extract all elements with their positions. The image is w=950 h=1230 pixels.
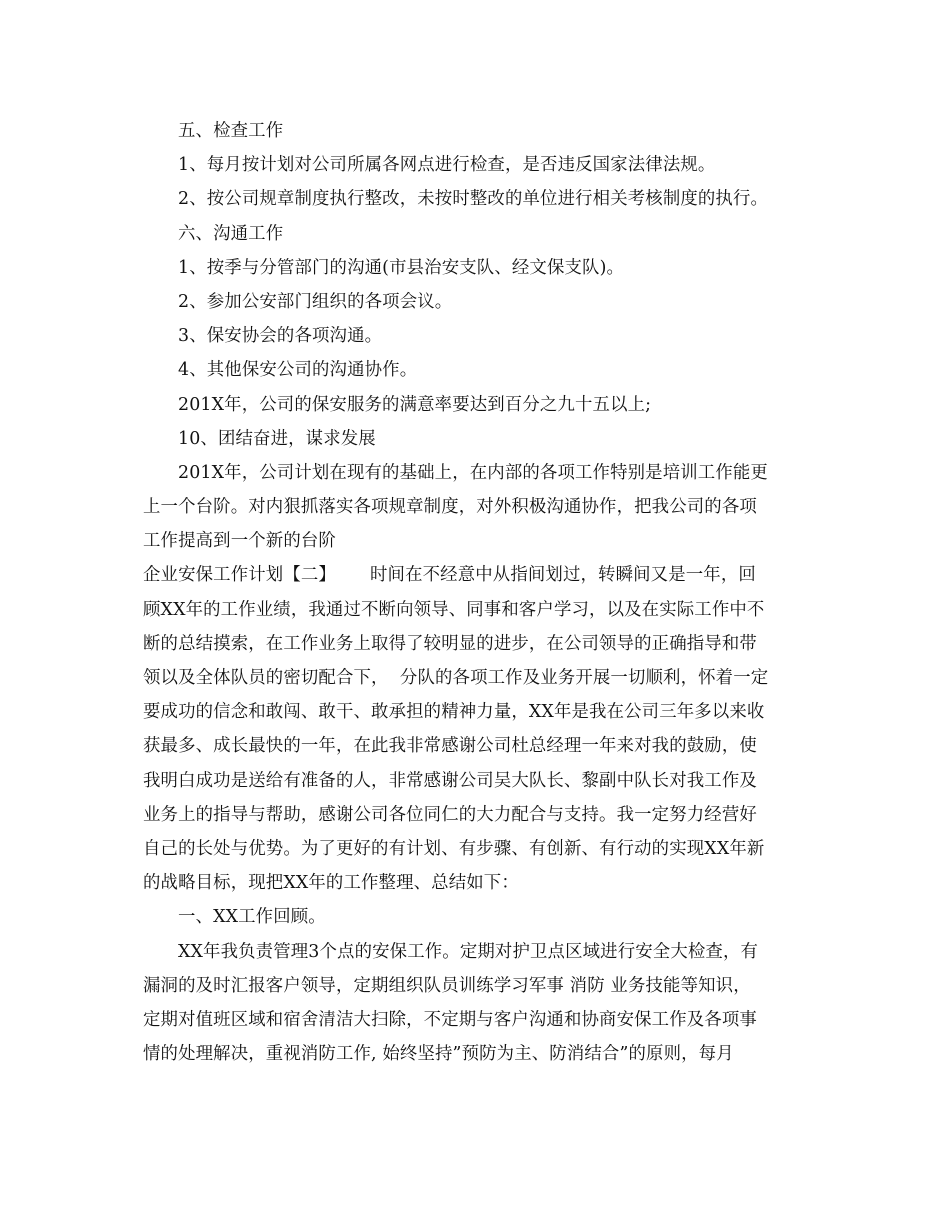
- paragraph-line: 上一个台阶。对内狠抓落实各项规章制度，对外积极沟通协作，把我公司的各项: [143, 497, 757, 518]
- list-item: 3、保安协会的各项沟通。: [178, 326, 383, 347]
- paragraph-line: 我明白成功是送给有准备的人，非常感谢公司吴大队长、黎副中队长对我工作及: [143, 770, 757, 791]
- paragraph-line: 的战略目标，现把XX年的工作整理、总结如下：: [143, 873, 519, 894]
- list-item: 2、按公司规章制度执行整改，未按时整改的单位进行相关考核制度的执行。: [178, 189, 769, 210]
- document-body: [143, 114, 803, 1071]
- paragraph-line: 领以及全体队员的密切配合下， 分队的各项工作及业务开展一切顺利，怀着一定: [143, 668, 769, 688]
- paragraph-line: 漏洞的及时汇报客户领导，定期组织队员训练学习军事 消防 业务技能等知识，: [143, 975, 751, 996]
- list-item: 4、其他保安公司的沟通协作。: [178, 360, 418, 381]
- paragraph-line: 自己的长处与优势。为了更好的有计划、有步骤、有创新、有行动的实现XX年新: [143, 838, 765, 859]
- list-item: 2、参加公安部门组织的各项会议。: [178, 291, 453, 312]
- paragraph-line: 201X年，公司的保安服务的满意率要达到百分之九十五以上;: [178, 394, 652, 415]
- paragraph-line: 要成功的信念和敢闯、敢干、敢承担的精神力量，XX年是我在公司三年多以来收: [143, 702, 765, 723]
- plan-title-line: 企业安保工作计划【二】 时间在不经意中从指间划过，转瞬间又是一年，回: [143, 565, 756, 586]
- section-heading-communication: 六、沟通工作: [178, 223, 284, 244]
- paragraph-line: 顾XX年的工作业绩，我通过不断向领导、同事和客户学习，以及在实际工作中不: [143, 599, 765, 620]
- paragraph-line: 业务上的指导与帮助，感谢公司各位同仁的大力配合与支持。我一定努力经营好: [143, 804, 757, 825]
- paragraph-line: 获最多、成长最快的一年，在此我非常感谢公司杜总经理一年来对我的鼓励，使: [143, 736, 757, 757]
- paragraph-line: 工作提高到一个新的台阶: [143, 531, 336, 552]
- section-heading-review: 一、XX工作回顾。: [178, 907, 326, 928]
- section-heading-inspection: 五、检查工作: [178, 121, 284, 141]
- paragraph-line: 定期对值班区域和宿舍清洁大扫除，不定期与客户沟通和协商安保工作及各项事: [143, 1009, 757, 1030]
- list-item: 1、每月按计划对公司所属各网点进行检查，是否违反国家法律法规。: [178, 155, 716, 176]
- list-item: 1、按季与分管部门的沟通(市县治安支队、经文保支队)。: [178, 257, 625, 278]
- paragraph-line: 断的总结摸索，在工作业务上取得了较明显的进步，在公司领导的正确指导和带: [143, 633, 757, 654]
- section-heading-unity: 10、团结奋进，谋求发展: [178, 428, 376, 449]
- paragraph-line: 201X年，公司计划在现有的基础上，在内部的各项工作特别是培训工作能更: [178, 462, 768, 483]
- paragraph-line: XX年我负责管理3个点的安保工作。定期对护卫点区域进行安全大检查，有: [178, 941, 759, 962]
- paragraph-line: 情的处理解决，重视消防工作, 始终坚持”预防为主、防消结合”的原则，每月: [143, 1044, 734, 1065]
